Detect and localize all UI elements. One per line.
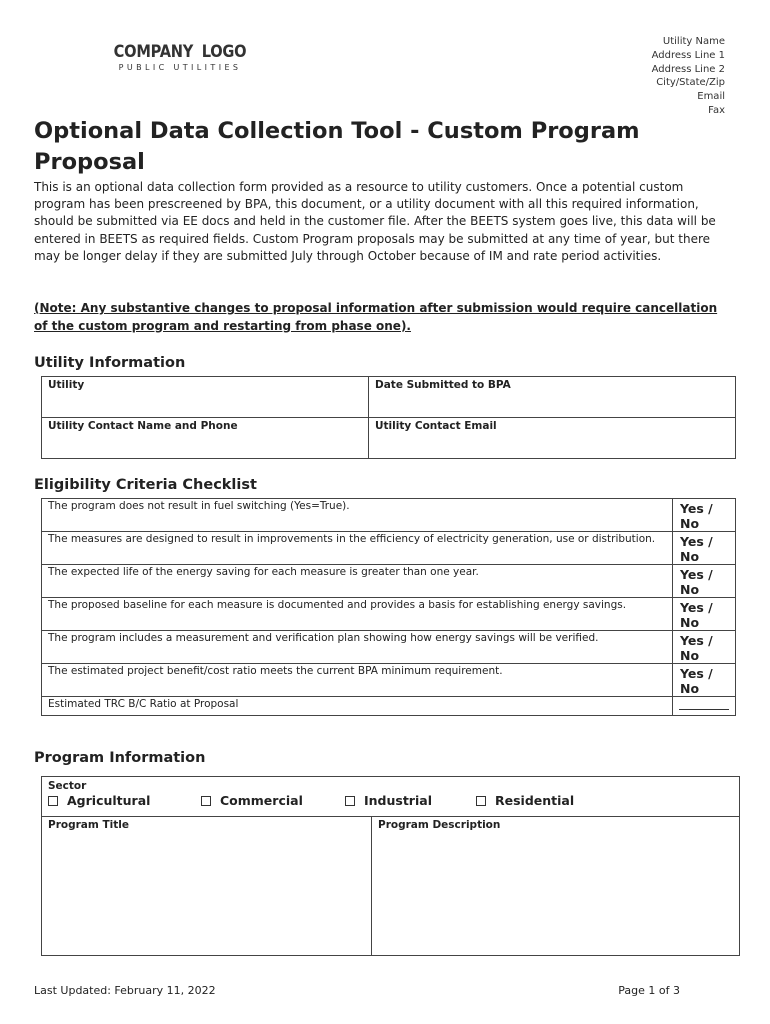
page-title: Optional Data Collection Tool - Custom Program Proposal: [34, 118, 640, 175]
table-row: [42, 565, 736, 598]
contact-email-label: Utility Contact Email: [375, 420, 497, 432]
table-row: [42, 499, 736, 532]
program-description-label: Program Description: [378, 819, 501, 831]
sector-option-agricultural[interactable]: [48, 793, 201, 808]
contact-name-phone-label: Utility Contact Name and Phone: [48, 420, 238, 432]
table-row: [42, 532, 736, 565]
sector-option-commercial[interactable]: [201, 793, 345, 808]
yes-no-field[interactable]: Yes / No: [673, 532, 736, 565]
eligibility-heading: Eligibility Criteria Checklist: [34, 477, 257, 493]
program-description-field[interactable]: [372, 817, 740, 956]
address-line: Address Line 1: [651, 49, 725, 61]
yes-no-field[interactable]: Yes / No: [673, 631, 736, 664]
criterion-text: The estimated project benefit/cost ratio meets the current BPA minimum requirement.: [42, 664, 673, 697]
sector-options: [48, 793, 733, 808]
sector-option-label: Commercial: [220, 793, 303, 808]
date-submitted-label: Date Submitted to BPA: [375, 379, 511, 391]
criterion-text: The program does not result in fuel switching (Yes=True).: [42, 499, 673, 532]
company-logo: [104, 42, 256, 72]
criterion-text: The proposed baseline for each measure is documented and provides a basis for establishing energy savings.: [42, 598, 673, 631]
checkbox-icon[interactable]: [201, 796, 211, 806]
sector-option-industrial[interactable]: [345, 793, 476, 808]
utility-label: Utility: [48, 379, 85, 391]
program-title-label: Program Title: [48, 819, 129, 831]
table-row: [42, 697, 736, 716]
trc-ratio-label: Estimated TRC B/C Ratio at Proposal: [42, 697, 673, 716]
checkbox-icon[interactable]: [476, 796, 486, 806]
address-line: City/State/Zip: [656, 77, 725, 89]
yes-no-field[interactable]: Yes / No: [673, 664, 736, 697]
contact-email-field[interactable]: [369, 418, 736, 459]
criterion-text: The expected life of the energy saving for each measure is greater than one year.: [42, 565, 673, 598]
logo-text-left: COMPANY: [113, 42, 194, 62]
program-information-heading: Program Information: [34, 750, 206, 766]
criterion-text: The program includes a measurement and verification plan showing how energy savings will be verified.: [42, 631, 673, 664]
sector-option-residential[interactable]: [476, 793, 574, 808]
logo-text-right: LOGO: [201, 42, 247, 62]
sector-field: [42, 777, 740, 817]
logo-wordmark: [115, 42, 246, 62]
utility-address-block: [652, 35, 725, 118]
logo-subtitle: PUBLIC UTILITIES: [118, 63, 242, 72]
note-paragraph: (Note: Any substantive changes to proposal information after submission would require cancellation of the custom program and restarting from phase one).: [34, 301, 718, 333]
sector-option-label: Industrial: [364, 793, 432, 808]
criterion-text: The measures are designed to result in improvements in the efficiency of electricity generation, use or distribution.: [42, 532, 673, 565]
blank-line: [679, 700, 729, 710]
trc-ratio-field[interactable]: [673, 697, 736, 716]
yes-no-field[interactable]: Yes / No: [673, 565, 736, 598]
sector-label: Sector: [48, 780, 87, 792]
address-line: Utility Name: [662, 36, 725, 47]
address-line: Email: [697, 91, 725, 103]
table-row: [42, 664, 736, 697]
eligibility-checklist-table: [41, 498, 736, 716]
yes-no-field[interactable]: Yes / No: [673, 499, 736, 532]
utility-information-table: [41, 376, 736, 459]
table-row: [42, 631, 736, 664]
program-title-field[interactable]: [42, 817, 372, 956]
sector-option-label: Residential: [495, 793, 575, 808]
program-information-table: [41, 776, 740, 956]
address-line: Address Line 2: [651, 63, 725, 75]
checkbox-icon[interactable]: [48, 796, 58, 806]
checkbox-icon[interactable]: [345, 796, 355, 806]
contact-name-phone-field[interactable]: [42, 418, 369, 459]
sector-option-label: Agricultural: [67, 793, 151, 808]
yes-no-field[interactable]: Yes / No: [673, 598, 736, 631]
intro-paragraph: This is an optional data collection form provided as a resource to utility customers. Once a potential custom program has been prescreened by BPA, this document, or a utility document with all this required information, should be submitted via EE docs and held in the customer file. After the BEETS system goes live, this data will be entered in BEETS as required fields. Custom Program proposals may be submitted at any time of year, but there may be longer delay if they are submitted July through October because of IM and rate period activities.: [34, 180, 716, 263]
page-number: Page 1 of 3: [618, 984, 680, 997]
last-updated-text: Last Updated: February 11, 2022: [34, 984, 216, 997]
utility-field[interactable]: [42, 377, 369, 418]
address-line: Fax: [708, 104, 725, 116]
date-submitted-field[interactable]: [369, 377, 736, 418]
table-row: [42, 598, 736, 631]
utility-information-heading: Utility Information: [34, 355, 186, 371]
